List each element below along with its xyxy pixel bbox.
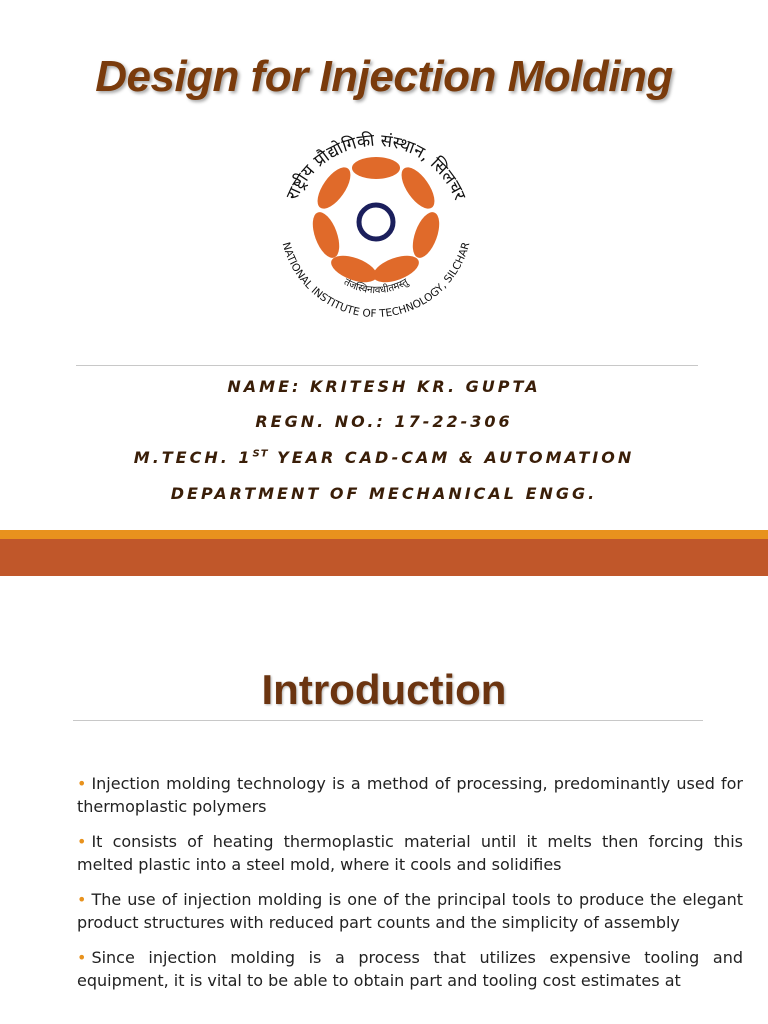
- department: DEPARTMENT OF MECHANICAL ENGG.: [170, 484, 598, 503]
- bullet-text: The use of injection molding is one of the principal tools to produce the elegant product structures with reduced part counts and the simplicity of assembly: [77, 890, 743, 932]
- bullet-item: [77, 946, 743, 992]
- course-suffix: YEAR CAD-CAM & AUTOMATION: [268, 448, 635, 467]
- accent-band-top: [0, 530, 768, 539]
- bullet-text: It consists of heating thermoplastic material until it melts then forcing this melted plastic into a steel mold, where it cools and solidifies: [77, 832, 743, 874]
- bullet-dot-icon: •: [77, 832, 87, 851]
- bullet-dot-icon: •: [77, 948, 87, 967]
- bullet-item: [77, 772, 743, 818]
- logo-motto: तेजस्विनावधीतमस्तु: [341, 276, 411, 297]
- course-prefix: M.TECH. 1: [133, 448, 253, 467]
- logo-arc-top-text: राष्ट्रीय प्रौद्योगिकी संस्थान, सिलचर: [282, 130, 470, 204]
- logo-petals: [307, 157, 444, 288]
- bullet-item: [77, 830, 743, 876]
- slide-title: Design for Injection Molding: [95, 52, 673, 101]
- logo-arc-bottom-text: NATIONAL INSTITUTE OF TECHNOLOGY, SILCHAR: [279, 240, 473, 321]
- bullet-text: Since injection molding is a process that utilizes expensive tooling and equipment, it is vital to be able to obtain part and tooling cost estimates at: [77, 948, 743, 990]
- accent-band: [0, 539, 768, 576]
- bullet-item: [77, 888, 743, 934]
- divider: [76, 365, 698, 366]
- registration-number: REGN. NO.: 17-22-306: [255, 412, 513, 431]
- introduction-divider: [73, 720, 703, 721]
- bullet-text: Injection molding technology is a method of processing, predominantly used for thermoplastic polymers: [77, 774, 743, 816]
- bullet-dot-icon: •: [77, 890, 87, 909]
- bullet-dot-icon: •: [77, 774, 87, 793]
- course-superscript: ST: [252, 448, 269, 460]
- bullet-list: [77, 772, 743, 1004]
- logo-center-ring: [359, 205, 393, 239]
- author-name: NAME: KRITESH KR. GUPTA: [227, 377, 541, 396]
- course-line: [0, 448, 768, 467]
- introduction-title: Introduction: [261, 666, 507, 713]
- nit-silchar-logo: [258, 103, 494, 339]
